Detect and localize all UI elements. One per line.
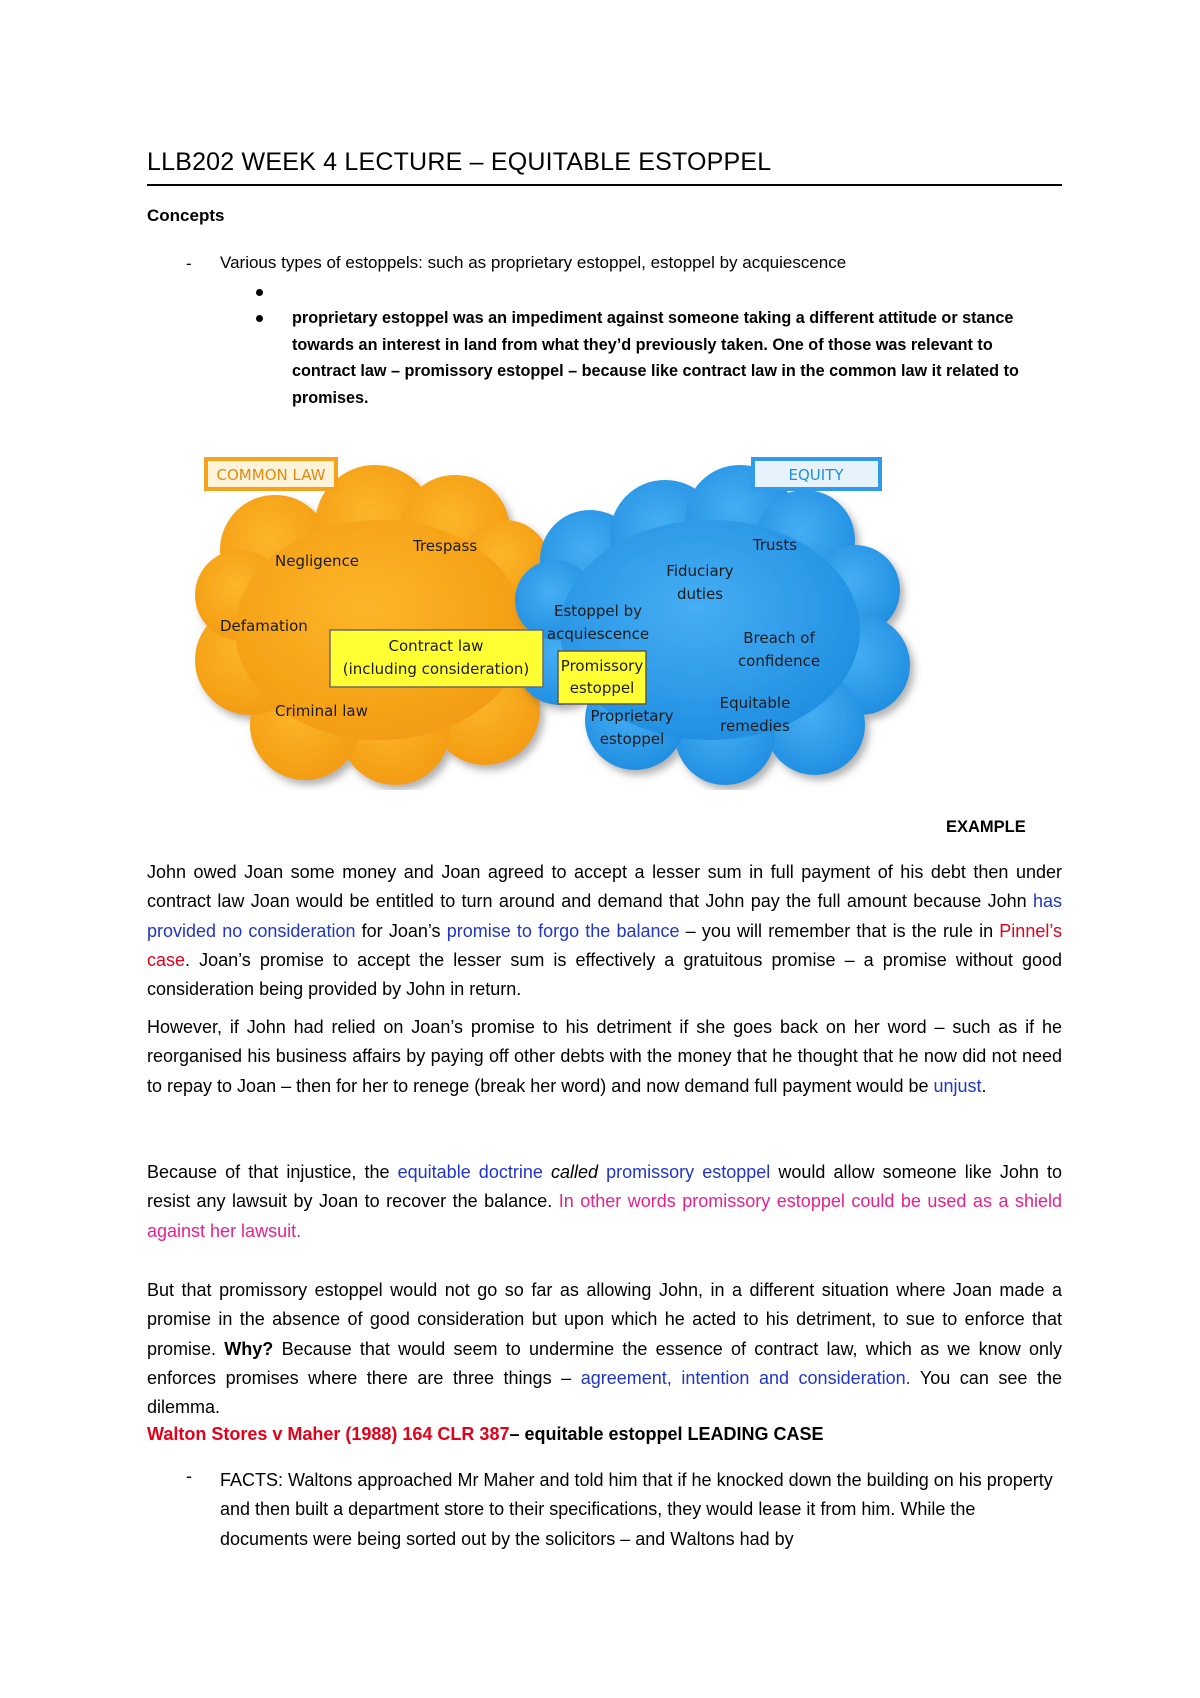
item-fiduciary-2: duties bbox=[676, 585, 724, 603]
item-trusts: Trusts bbox=[752, 536, 798, 554]
law-equity-diagram bbox=[195, 450, 935, 790]
para3-shield: In other words promissory estoppel could be used as a shield against her lawsuit. bbox=[147, 1191, 1062, 1241]
item-defamation: Defamation bbox=[220, 617, 308, 635]
para3-text-2: would allow someone like John to resist any lawsuit by Joan to recover the balance. bbox=[147, 1162, 1062, 1212]
para3-text: Because of that injustice, the bbox=[147, 1162, 398, 1182]
title-underline bbox=[147, 184, 1062, 186]
item-breach-1: Breach of bbox=[743, 629, 815, 647]
paragraph-1 bbox=[147, 858, 1062, 1004]
item-fiduciary-1: Fiduciary bbox=[666, 562, 734, 580]
item-acquiescence-1: Estoppel by bbox=[554, 602, 642, 620]
pinnels-case: Pinnel’s case bbox=[147, 920, 1063, 970]
facts-text: FACTS: Waltons approached Mr Maher and told him that if he knocked down the building on his property and then built a department store to their specifications, they would lease it from him. While the documents were being sorted out by the solicitors – and Waltons had by bbox=[220, 1470, 1053, 1549]
para2-period: . bbox=[981, 1075, 987, 1096]
item-remedies-1: Equitable bbox=[719, 694, 791, 712]
item-proprietary-1: Proprietary bbox=[590, 707, 674, 725]
para4-three-things: agreement, intention and consideration. bbox=[580, 1367, 911, 1388]
paragraph-2 bbox=[147, 1013, 1062, 1101]
case-heading bbox=[147, 1424, 824, 1445]
paragraph-3 bbox=[147, 1158, 1062, 1246]
para3-called: called bbox=[550, 1162, 598, 1182]
para2-unjust: unjust bbox=[933, 1075, 982, 1096]
para1-text-3: – you will remember that is the rule in bbox=[679, 920, 1000, 941]
item-proprietary-2: estoppel bbox=[599, 730, 665, 748]
item-remedies-2: remedies bbox=[720, 717, 790, 735]
para4-text-3: You can see the dilemma. bbox=[147, 1367, 1062, 1418]
para3-equitable-doctrine: equitable doctrine bbox=[397, 1162, 551, 1182]
paragraph-4 bbox=[147, 1276, 1062, 1422]
para4-why: Why? bbox=[224, 1338, 274, 1359]
item-negligence: Negligence bbox=[275, 552, 360, 570]
case-name: Walton Stores v Maher (1988) 164 CLR 387 bbox=[147, 1424, 510, 1444]
common-law-label: COMMON LAW bbox=[216, 466, 326, 484]
concepts-item: Various types of estoppels: such as proprietary estoppel, estoppel by acquiescence bbox=[220, 253, 847, 272]
para1-no-consideration: has provided no consideration bbox=[147, 891, 1062, 941]
promissory-line1: Promissory bbox=[560, 657, 644, 675]
facts-dash: - bbox=[186, 1466, 192, 1486]
para1-text-4: . Joan’s promise to accept the lesser sum is effectively a gratuitous promise – a promise without good consideration being provided by John in return. bbox=[147, 949, 1062, 1000]
item-trespass: Trespass bbox=[413, 537, 478, 555]
contract-law-line1: Contract law bbox=[388, 637, 484, 655]
concepts-bullet-text: proprietary estoppel was an impediment against someone taking a different attitude or stance towards an interest in land from what they’d previously taken. One of those was relevant to contract law – promissory estoppel – because like contract law in the common law it related to promises. bbox=[292, 309, 1019, 407]
para4-text: But that promissory estoppel would not go so far as allowing John, in a different situation where Joan made a promise in the absence of good consideration but upon which he acted to his detriment, to sue to enforce that promise. bbox=[147, 1280, 1062, 1359]
item-breach-2: confidence bbox=[737, 652, 821, 670]
case-description: – equitable estoppel LEADING CASE bbox=[509, 1424, 824, 1444]
example-label: EXAMPLE bbox=[946, 818, 1026, 836]
item-acquiescence-2: acquiescence bbox=[546, 625, 650, 643]
list-dash: - bbox=[186, 254, 192, 273]
contract-law-line2: (including consideration) bbox=[342, 660, 530, 678]
para1-text: John owed Joan some money and Joan agreed to accept a lesser sum in full payment of his debt then under contract law Joan would be entitled to turn around and demand that John pay the full amount because John bbox=[147, 862, 1062, 912]
bullet-dot-empty bbox=[256, 289, 263, 296]
para1-text-2: for Joan’s bbox=[355, 920, 447, 941]
promissory-line2: estoppel bbox=[569, 679, 635, 697]
page-title: LLB202 WEEK 4 LECTURE – EQUITABLE ESTOPPEL bbox=[147, 148, 772, 176]
concepts-heading: Concepts bbox=[147, 206, 225, 225]
para2-text: However, if John had relied on Joan’s promise to his detriment if she goes back on her word – such as if he reorganised his business affairs by paying off other debts with the money that he thought that he now did not need to repay to Joan – then for her to renege (break her word) and now demand full payment would be bbox=[147, 1017, 1062, 1096]
para3-promissory-estoppel: promissory estoppel bbox=[597, 1162, 771, 1182]
item-criminal-law: Criminal law bbox=[275, 702, 368, 720]
para1-forgo-balance: promise to forgo the balance bbox=[446, 920, 680, 941]
bullet-dot bbox=[256, 315, 263, 322]
equity-label: EQUITY bbox=[788, 466, 844, 484]
para4-text-2: Because that would seem to undermine the essence of contract law, which as we know only enforces promises where there are three things – bbox=[147, 1338, 1062, 1388]
